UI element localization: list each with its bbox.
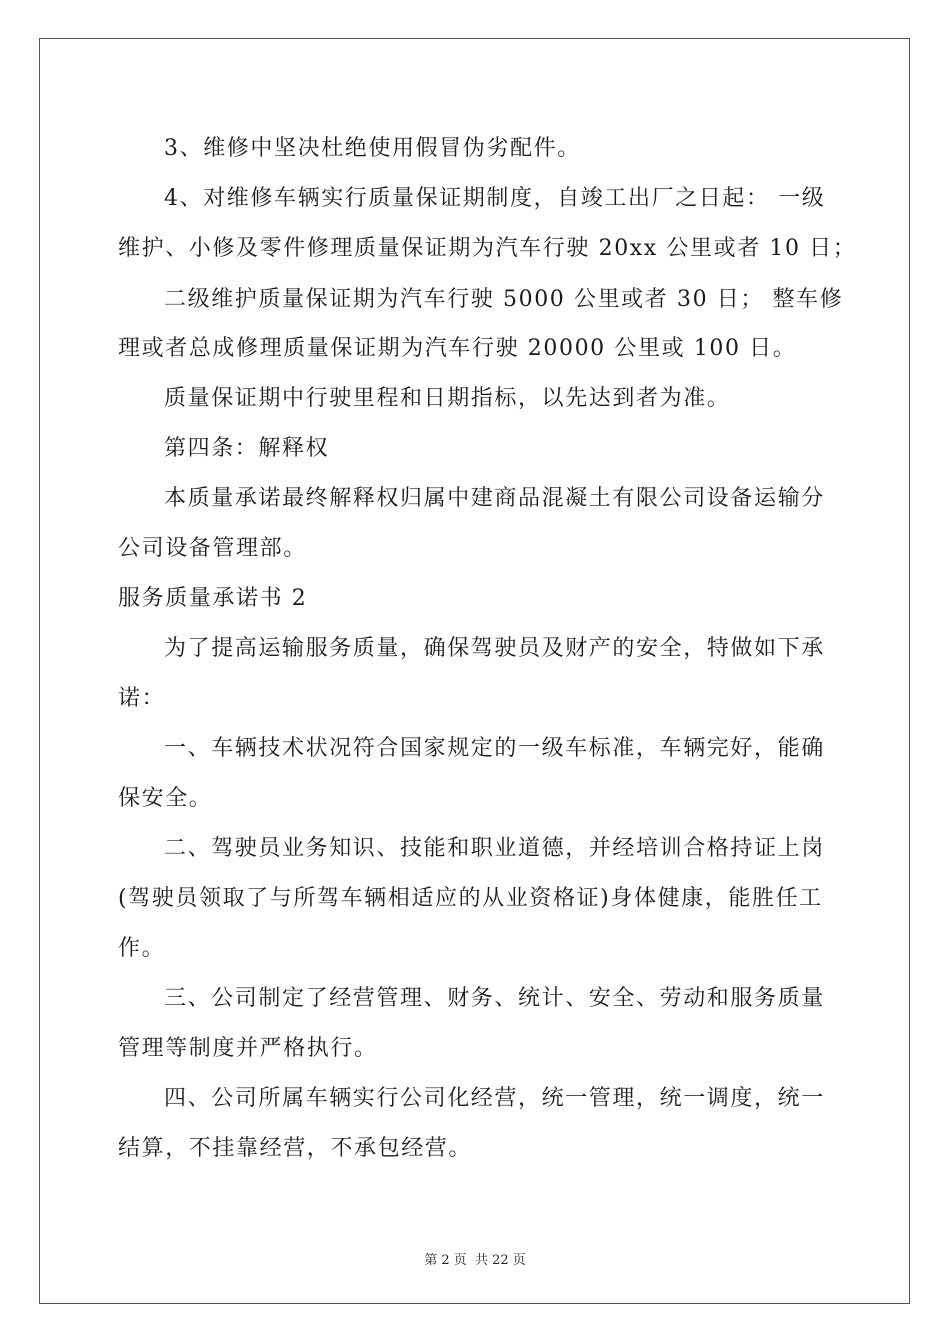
paragraph-line: 管理等制度并严格执行。 — [118, 1036, 378, 1061]
paragraph-line: 一、车辆技术状况符合国家规定的一级车标准，车辆完好，能确 — [164, 736, 825, 761]
paragraph-line: 二、驾驶员业务知识、技能和职业道德，并经培训合格持证上岗 — [164, 836, 825, 861]
paragraph-line: 理或者总成修理质量保证期为汽车行驶 20000 公里或 100 日。 — [118, 336, 797, 361]
page-total: 共 22 页 — [474, 1253, 526, 1268]
paragraph-line: 保安全。 — [118, 786, 213, 811]
paragraph-line: 3、维修中坚决杜绝使用假冒伪劣配件。 — [164, 136, 581, 161]
section-heading: 第四条：解释权 — [164, 436, 330, 461]
paragraph-line: 本质量承诺最终解释权归属中建商品混凝土有限公司设备运输分 — [164, 486, 825, 511]
page-footer — [0, 1249, 950, 1268]
paragraph-line: 三、公司制定了经营管理、财务、统计、安全、劳动和服务质量 — [164, 986, 825, 1011]
page-border — [39, 38, 910, 1304]
paragraph-line: 诺： — [118, 686, 166, 711]
paragraph-line: 质量保证期中行驶里程和日期指标，以先达到者为准。 — [164, 386, 731, 411]
paragraph-line: 四、公司所属车辆实行公司化经营，统一管理，统一调度，统一 — [164, 1086, 825, 1111]
paragraph-line: 结算，不挂靠经营，不承包经营。 — [118, 1136, 473, 1161]
paragraph-line: 二级维护质量保证期为汽车行驶 5000 公里或者 30 日； 整车修 — [164, 287, 844, 312]
document-title: 服务质量承诺书 2 — [118, 586, 308, 611]
paragraph-line: 为了提高运输服务质量，确保驾驶员及财产的安全，特做如下承 — [164, 636, 825, 661]
paragraph-line: 作。 — [118, 936, 166, 961]
paragraph-line: 4、对维修车辆实行质量保证期制度，自竣工出厂之日起： 一级 — [164, 186, 826, 211]
paragraph-line: (驾驶员领取了与所驾车辆相适应的从业资格证)身体健康，能胜任工 — [118, 886, 823, 911]
paragraph-line: 维护、小修及零件修理质量保证期为汽车行驶 20xx 公里或者 10 日； — [118, 236, 857, 261]
paragraph-line: 公司设备管理部。 — [118, 536, 307, 561]
page-number: 第 2 页 — [424, 1253, 467, 1268]
